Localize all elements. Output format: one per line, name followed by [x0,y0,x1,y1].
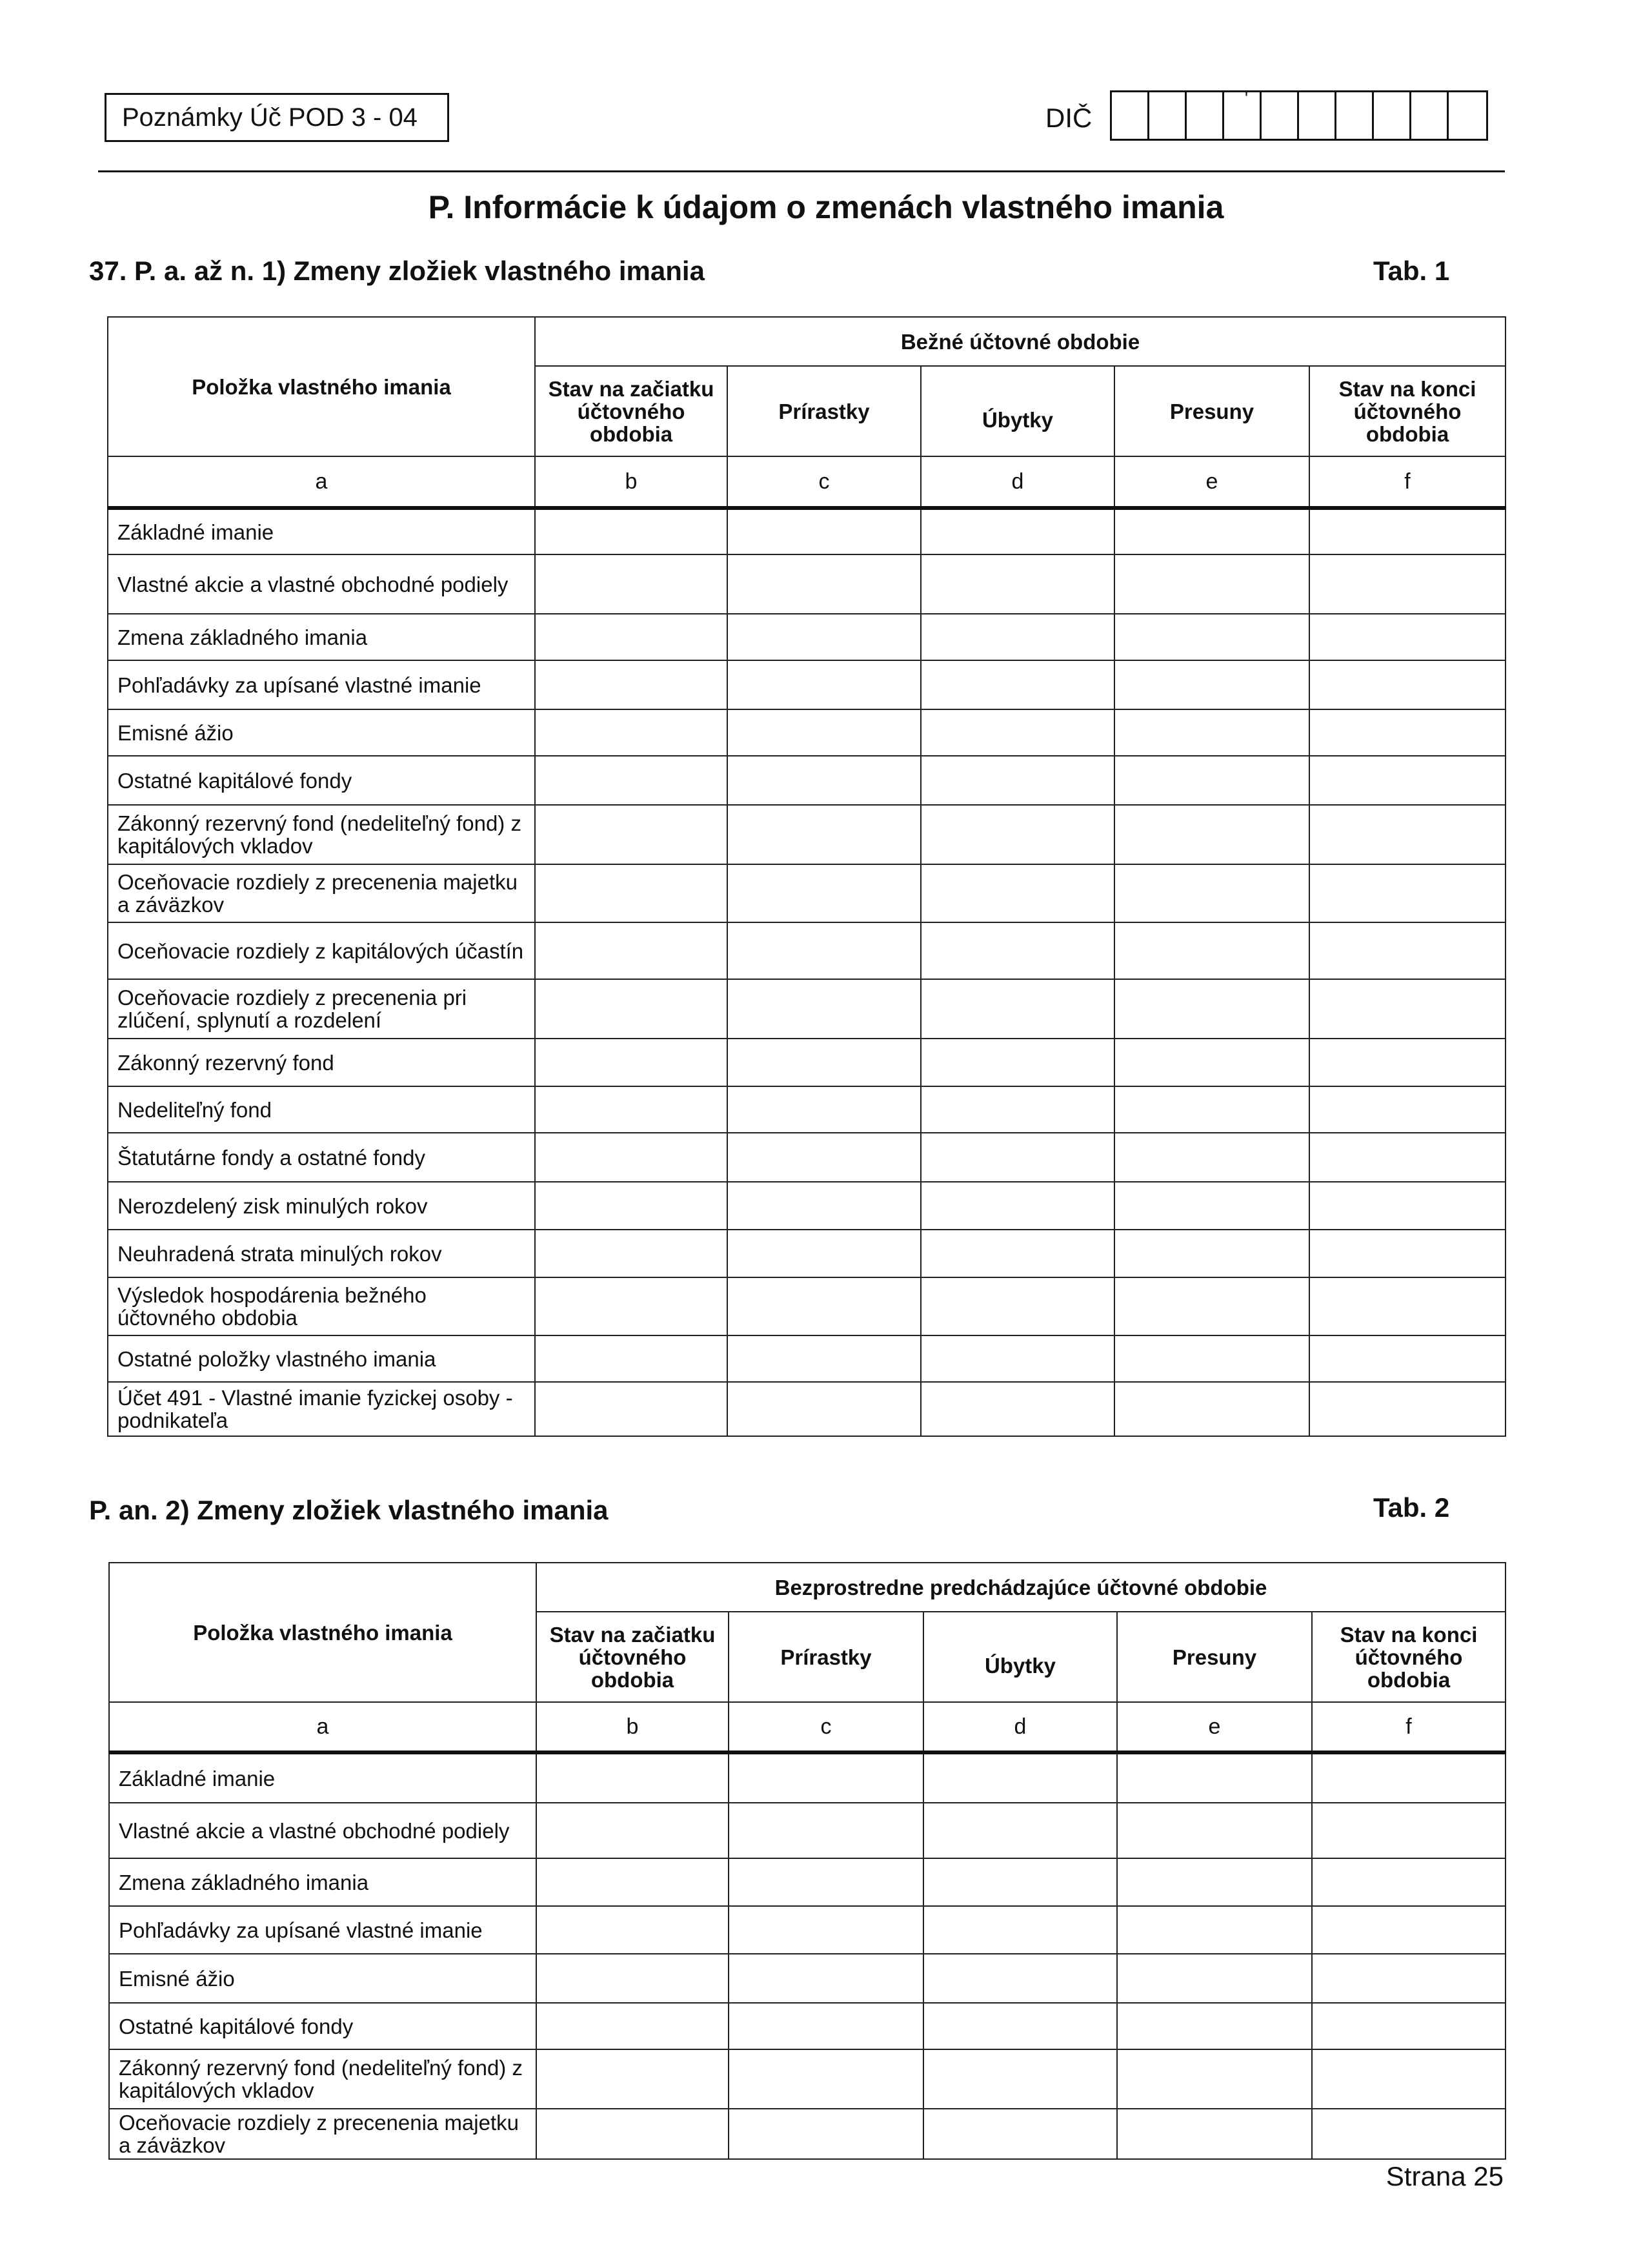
form-reference: Poznámky Úč POD 3 - 04 [105,93,449,142]
letter-d: d [923,1702,1117,1752]
dic-label: DIČ [1045,103,1093,133]
col-header-transfers: Presuny [1114,366,1309,456]
table-row [108,660,1506,709]
value-cell[interactable] [535,1335,727,1382]
value-cell[interactable] [921,1382,1114,1436]
table-row [108,1230,1506,1277]
table-row [109,2049,1506,2109]
letter-b: b [535,456,727,508]
col-header-start: Stav na začiatku účtovného obdobia [535,366,727,456]
letter-e: e [1117,1702,1312,1752]
value-cell[interactable] [727,805,921,864]
value-cell[interactable] [1309,979,1506,1039]
value-cell[interactable] [727,922,921,979]
row-label: Zmena základného imania [108,614,535,660]
row-label: Nerozdelený zisk minulých rokov [108,1182,535,1230]
letter-d: d [921,456,1114,508]
table-row [108,508,1506,554]
col-header-item: Položka vlastného imania [108,317,535,456]
table-row [109,1803,1506,1858]
value-cell[interactable] [921,1182,1114,1230]
row-label: Zákonný rezervný fond (nedeliteľný fond) z kapitálových vkladov [109,2049,536,2109]
row-label: Pohľadávky za upísané vlastné imanie [108,660,535,709]
value-cell[interactable] [1117,2003,1312,2049]
letter-f: f [1309,456,1506,508]
value-cell[interactable] [1312,1803,1506,1858]
value-cell[interactable] [1117,1906,1312,1954]
value-cell[interactable] [1309,922,1506,979]
value-cell[interactable] [535,660,727,709]
value-cell[interactable] [1309,1230,1506,1277]
row-label: Ostatné kapitálové fondy [109,2003,536,2049]
group-header: Bežné účtovné obdobie [535,317,1506,366]
value-cell[interactable] [727,554,921,614]
value-cell[interactable] [1309,756,1506,805]
row-label: Vlastné akcie a vlastné obchodné podiely [109,1803,536,1858]
row-label: Štatutárne fondy a ostatné fondy [108,1133,535,1182]
table-row [108,1133,1506,1182]
table2 [108,1562,1506,2160]
value-cell[interactable] [729,2109,923,2159]
value-cell[interactable] [921,1086,1114,1133]
value-cell[interactable] [1114,1182,1309,1230]
table1-section-title: 37. P. a. až n. 1) Zmeny zložiek vlastného imania [89,256,705,286]
row-label: Emisné ážio [108,709,535,756]
value-cell[interactable] [1114,1382,1309,1436]
value-cell[interactable] [1309,1335,1506,1382]
value-cell[interactable] [727,1039,921,1086]
row-label: Oceňovacie rozdiely z precenenia pri zlúčení, splynutí a rozdelení [108,979,535,1039]
value-cell[interactable] [1114,1086,1309,1133]
value-cell[interactable] [1309,1039,1506,1086]
table-row [108,709,1506,756]
value-cell[interactable] [729,1954,923,2003]
row-label: Vlastné akcie a vlastné obchodné podiely [108,554,535,614]
table-row [108,554,1506,614]
letter-a: a [109,1702,536,1752]
value-cell[interactable] [1117,1954,1312,2003]
value-cell[interactable] [729,2049,923,2109]
value-cell[interactable] [729,1803,923,1858]
value-cell[interactable] [923,2049,1117,2109]
value-cell[interactable] [1114,508,1309,554]
letter-f: f [1312,1702,1506,1752]
row-label: Účet 491 - Vlastné imanie fyzickej osoby - podnikateľa [108,1382,535,1436]
value-cell[interactable] [1114,554,1309,614]
value-cell[interactable] [1117,2049,1312,2109]
value-cell[interactable] [535,1182,727,1230]
row-label: Ostatné položky vlastného imania [108,1335,535,1382]
value-cell[interactable] [1309,614,1506,660]
value-cell[interactable] [923,1803,1117,1858]
value-cell[interactable] [536,1954,729,2003]
value-cell[interactable] [1312,1752,1506,1803]
group-header: Bezprostredne predchádzajúce účtovné obdobie [536,1563,1506,1612]
row-label: Výsledok hospodárenia bežného účtovného obdobia [108,1277,535,1335]
table-row [108,756,1506,805]
value-cell[interactable] [536,2109,729,2159]
value-cell[interactable] [536,1858,729,1906]
row-label: Zákonný rezervný fond (nedeliteľný fond) z kapitálových vkladov [108,805,535,864]
value-cell[interactable] [535,1277,727,1335]
value-cell[interactable] [923,1906,1117,1954]
letter-c: c [727,456,921,508]
value-cell[interactable] [1309,508,1506,554]
value-cell[interactable] [727,614,921,660]
value-cell[interactable] [1312,1858,1506,1906]
table-row [108,1382,1506,1436]
table-row [109,2003,1506,2049]
row-label: Základné imanie [108,508,535,554]
value-cell[interactable] [536,1906,729,1954]
value-cell[interactable] [536,2003,729,2049]
value-cell[interactable] [921,979,1114,1039]
value-cell[interactable] [729,1858,923,1906]
value-cell[interactable] [921,614,1114,660]
table1-tab-label: Tab. 1 [1373,256,1450,286]
row-label: Základné imanie [109,1752,536,1803]
value-cell[interactable] [535,1133,727,1182]
value-cell[interactable] [1114,756,1309,805]
table-row [109,1752,1506,1803]
value-cell[interactable] [1114,660,1309,709]
dic-char-box[interactable] [1112,92,1149,139]
value-cell[interactable] [1114,1039,1309,1086]
value-cell[interactable] [1309,1086,1506,1133]
dic-char-box[interactable] [1449,92,1486,139]
value-cell[interactable] [921,805,1114,864]
col-header-end: Stav na konci účtovného obdobia [1312,1612,1506,1702]
value-cell[interactable] [1312,2049,1506,2109]
value-cell[interactable] [727,756,921,805]
value-cell[interactable] [1309,554,1506,614]
table-row [109,2109,1506,2159]
value-cell[interactable] [727,1086,921,1133]
value-cell[interactable] [1114,805,1309,864]
col-header-decrease: Úbytky [921,366,1114,456]
table-row [108,979,1506,1039]
value-cell[interactable] [921,709,1114,756]
value-cell[interactable] [727,1382,921,1436]
value-cell[interactable] [729,2003,923,2049]
value-cell[interactable] [727,864,921,922]
value-cell[interactable] [921,1230,1114,1277]
table2-tab-label: Tab. 2 [1373,1492,1450,1523]
col-header-transfers: Presuny [1117,1612,1312,1702]
table-row [109,1954,1506,2003]
value-cell[interactable] [1117,1752,1312,1803]
value-cell[interactable] [921,1335,1114,1382]
dic-char-box[interactable] [1149,92,1187,139]
col-header-increase: Prírastky [727,366,921,456]
row-label: Zmena základného imania [109,1858,536,1906]
value-cell[interactable] [535,1039,727,1086]
value-cell[interactable] [535,864,727,922]
value-cell[interactable] [535,756,727,805]
dic-char-box[interactable] [1299,92,1336,139]
value-cell[interactable] [1309,660,1506,709]
value-cell[interactable] [923,1954,1117,2003]
letter-b: b [536,1702,729,1752]
value-cell[interactable] [535,805,727,864]
value-cell[interactable] [1312,2003,1506,2049]
value-cell[interactable] [1309,805,1506,864]
value-cell[interactable] [729,1906,923,1954]
value-cell[interactable] [535,554,727,614]
value-cell[interactable] [1114,864,1309,922]
value-cell[interactable] [727,1182,921,1230]
value-cell[interactable] [1114,1277,1309,1335]
value-cell[interactable] [536,2049,729,2109]
value-cell[interactable] [535,1230,727,1277]
value-cell[interactable] [727,508,921,554]
page-title: P. Informácie k údajom o zmenách vlastného imania [428,189,1224,225]
value-cell[interactable] [1117,1858,1312,1906]
value-cell[interactable] [535,709,727,756]
table-row [108,1086,1506,1133]
value-cell[interactable] [921,1039,1114,1086]
value-cell[interactable] [923,2109,1117,2159]
dic-char-box[interactable] [1374,92,1411,139]
table-row [108,864,1506,922]
value-cell[interactable] [921,1277,1114,1335]
dic-char-box[interactable] [1224,92,1262,139]
value-cell[interactable] [921,660,1114,709]
value-cell[interactable] [727,709,921,756]
row-label: Ostatné kapitálové fondy [108,756,535,805]
letter-e: e [1114,456,1309,508]
value-cell[interactable] [1309,864,1506,922]
value-cell[interactable] [536,1803,729,1858]
table2-section-title: P. an. 2) Zmeny zložiek vlastného imania [89,1495,609,1525]
row-label: Oceňovacie rozdiely z precenenia majetku a záväzkov [109,2109,536,2159]
value-cell[interactable] [1309,1133,1506,1182]
value-cell[interactable] [1114,709,1309,756]
table-row [108,1335,1506,1382]
value-cell[interactable] [921,508,1114,554]
value-cell[interactable] [536,1752,729,1803]
value-cell[interactable] [923,1858,1117,1906]
value-cell[interactable] [535,1382,727,1436]
table-row [109,1858,1506,1906]
value-cell[interactable] [921,1133,1114,1182]
value-cell[interactable] [1309,1182,1506,1230]
col-header-item: Položka vlastného imania [109,1563,536,1702]
letter-c: c [729,1702,923,1752]
dic-char-box[interactable] [1336,92,1374,139]
value-cell[interactable] [727,660,921,709]
value-cell[interactable] [535,1086,727,1133]
value-cell[interactable] [1309,1277,1506,1335]
value-cell[interactable] [727,1277,921,1335]
letter-a: a [108,456,535,508]
table-row [108,614,1506,660]
table-row [108,922,1506,979]
table1 [107,316,1506,1437]
value-cell[interactable] [1309,709,1506,756]
value-cell[interactable] [535,979,727,1039]
value-cell[interactable] [921,756,1114,805]
value-cell[interactable] [1114,1335,1309,1382]
value-cell[interactable] [535,614,727,660]
table-row [108,805,1506,864]
value-cell[interactable] [1312,1954,1506,2003]
value-cell[interactable] [1117,2109,1312,2159]
value-cell[interactable] [727,1335,921,1382]
value-cell[interactable] [923,2003,1117,2049]
row-label: Oceňovacie rozdiely z kapitálových účastín [108,922,535,979]
value-cell[interactable] [921,864,1114,922]
value-cell[interactable] [535,922,727,979]
table-row [108,1039,1506,1086]
header-divider [98,170,1505,172]
value-cell[interactable] [1312,1906,1506,1954]
row-label: Nedeliteľný fond [108,1086,535,1133]
value-cell[interactable] [535,508,727,554]
value-cell[interactable] [727,1230,921,1277]
value-cell[interactable] [1114,1230,1309,1277]
value-cell[interactable] [1114,979,1309,1039]
col-header-end: Stav na konci účtovného obdobia [1309,366,1506,456]
page-number: Strana 25 [1385,2161,1504,2191]
dic-input-boxes[interactable] [1110,90,1488,141]
col-header-decrease: Úbytky [923,1612,1117,1702]
col-header-start: Stav na začiatku účtovného obdobia [536,1612,729,1702]
row-label: Oceňovacie rozdiely z precenenia majetku a záväzkov [108,864,535,922]
row-label: Emisné ážio [109,1954,536,2003]
value-cell[interactable] [727,1133,921,1182]
value-cell[interactable] [1309,1382,1506,1436]
dic-char-box[interactable] [1262,92,1299,139]
value-cell[interactable] [923,1752,1117,1803]
value-cell[interactable] [1114,1133,1309,1182]
value-cell[interactable] [1117,1803,1312,1858]
row-label: Neuhradená strata minulých rokov [108,1230,535,1277]
col-header-increase: Prírastky [729,1612,923,1702]
row-label: Pohľadávky za upísané vlastné imanie [109,1906,536,1954]
value-cell[interactable] [1114,922,1309,979]
table-row [108,1182,1506,1230]
value-cell[interactable] [921,922,1114,979]
value-cell[interactable] [1312,2109,1506,2159]
dic-char-box[interactable] [1187,92,1224,139]
row-label: Zákonný rezervný fond [108,1039,535,1086]
dic-char-box[interactable] [1411,92,1449,139]
table-row [109,1906,1506,1954]
value-cell[interactable] [1114,614,1309,660]
value-cell[interactable] [921,554,1114,614]
value-cell[interactable] [727,979,921,1039]
table-row [108,1277,1506,1335]
value-cell[interactable] [729,1752,923,1803]
